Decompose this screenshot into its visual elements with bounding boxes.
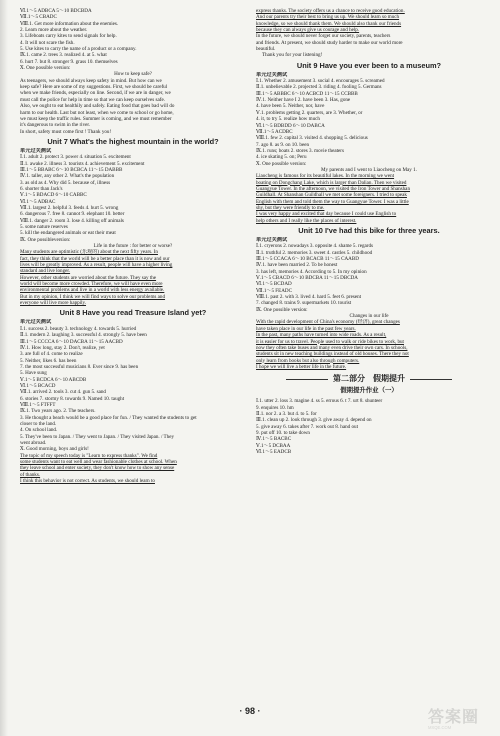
answer-line: of thanks.: [20, 471, 41, 478]
answer-line: In the future, we should never forget our society, parents, teachers: [256, 33, 391, 40]
answer-line: 7. ago 8. as 9. on 10. been: [256, 141, 310, 148]
unit-heading: Unit 10 I've had this bike for three years.: [298, 226, 440, 235]
answer-line: Ⅸ.1. Two years ago. 2. The teachers.: [20, 408, 96, 415]
answer-line: 5. kill the endangered animals or eat their meat: [20, 230, 116, 237]
answer-line: Ⅶ.1. arrived 2. tools 3. cut 4. gun 5. sand: [20, 389, 106, 396]
answer-line: 4. ice skating 5. on; Peru: [256, 154, 307, 161]
answer-line: it is easier for us to travel. People used to walk or ride bikes to work, but: [256, 338, 404, 345]
answer-line: I think this behavior is not correct. As students, we should learn to: [20, 478, 155, 485]
answer-line: 3. has left, memories 4. According to 5. In my opinion: [256, 268, 367, 275]
answer-line: How to keep safe?: [114, 71, 152, 78]
answer-line: Ⅱ.1. unbelievable 2. projected 3. riding 4. fooling 5. Germans: [256, 84, 382, 91]
answer-line: students sit in new teaching buildings instead of old houses. There they not: [256, 351, 409, 358]
binding-shadow: [0, 0, 8, 736]
answer-line: Ⅷ.1. danger 2. room 3. lose 4. killing off animals: [20, 217, 124, 224]
homework-line: 9. enquires 10. hm: [256, 404, 294, 411]
answer-line: Ⅷ.1. Get more information about the enemies.: [20, 20, 119, 27]
answer-line: 3. He thought a beach would be a good place for fun. / They wanted the students to get: [20, 414, 197, 421]
answer-line: Ⅱ.1. truthful 2. memories 3. sweet 4. castles 5. childhood: [256, 249, 373, 256]
answer-line: we must keep the traffic rules. Summer is coming, and we must remember: [20, 115, 172, 122]
answer-line: Ⅳ.1. How long, stay 2. Don't, realize, yet: [20, 344, 105, 351]
answer-line: it's dangerous to swim in the river.: [20, 122, 91, 129]
answer-line: In the past, many paths have turned into wide roads. As a result,: [256, 332, 387, 339]
section-heading: 单元过关测试: [20, 147, 52, 154]
answer-line: 3. Lifeboats carry kites to send signals for help.: [20, 33, 117, 40]
homework-line: 5. give away 6. takes after 7. work out 8. hand out: [256, 423, 358, 430]
part-title: [256, 374, 482, 384]
answer-line: Ⅰ.1. cryerons 2. nowadays 3. opposite 4. shame 5. regards: [256, 243, 374, 250]
section-heading: 单元过关测试: [256, 71, 288, 78]
section-heading: 单元过关测试: [256, 237, 288, 243]
answer-line: Ⅹ. One possible version:: [256, 160, 307, 167]
watermark-main-text: 答案圈: [428, 709, 480, 726]
answer-line: 3. as old as 4. Why did 5. because of, illness: [20, 179, 111, 186]
homework-line: Ⅳ.1～5 BACBC: [256, 436, 292, 443]
answer-line: In short, safety must come first ! Thank you!: [20, 128, 112, 135]
answer-line: Ⅱ.1. modern 2. laughing 3. successful 4. strongly 5. have been: [20, 332, 147, 339]
answer-line: I hope we will live a better life in the future.: [256, 363, 347, 370]
answer-line: The topic of my speech today is "Learn to express thanks". We find: [20, 452, 158, 459]
answer-line: beautiful.: [256, 46, 276, 53]
answer-line: Ⅸ. One possible version:: [256, 306, 308, 313]
answer-line: Ⅷ.1. past 2. with 3. lived 4. hard 5. feet 6. present: [256, 294, 362, 301]
right-column: [256, 8, 482, 698]
answer-line: 4. On school land.: [20, 427, 58, 434]
answer-line: Ⅸ.1. runs; boats 2. stores 3. movie theaters: [256, 147, 344, 154]
answer-line: However, other students are worried about the future. They say the: [20, 274, 157, 281]
answer-line: As teenagers, we should always keep safety in mind. But how can we: [20, 77, 162, 84]
answer-line: 7. the most successful musicians 8. Ever since 9. has been: [20, 363, 139, 370]
answer-line: 5. Have sung: [20, 370, 47, 377]
answer-line: 4. It will not scare the fish.: [20, 39, 75, 46]
homework-line: Ⅲ.1. clean up 2. look through 3. give away 4. depend on: [256, 417, 372, 424]
answer-line: help others and I really like the places of interest.: [256, 217, 357, 224]
unit-heading: Unit 7 What's the highest mountain in the world?: [47, 136, 219, 146]
answer-line: Ⅰ.1. adult 2. protect 3. power 4. situation 5. excitement: [20, 154, 131, 161]
answer-line: Ⅵ.1～5 ADBAC: [20, 198, 56, 205]
answer-line: Ⅴ.1. problems getting 2. quarters, are 3. Whether, or: [256, 109, 363, 116]
answer-line: 6. dangerous 7. free 8. cannot 9. elephant 10. better: [20, 211, 125, 218]
answer-line: knowledge, so we should thank them. We should also thank our friends: [256, 20, 402, 27]
answer-line: because they can always give us courage and help.: [256, 27, 360, 34]
answer-line: fact, they think that the world will be a better place than it is now and our: [20, 255, 170, 262]
answer-line: Ⅵ.1～5 BCACD: [20, 382, 56, 389]
answer-line: keep safe? Here are some of my suggestions. First, we should be careful: [20, 84, 168, 91]
answer-line: Ⅹ. Good morning, boys and girls!: [20, 446, 89, 453]
answer-line: they leave school and enter society, they don't know how to show any sense: [20, 465, 175, 472]
answer-line: 6. stories 7. stormy 8. towards 9. Named 10. taught: [20, 395, 125, 402]
homework-line: Ⅴ.1～5 DCBAA: [256, 442, 291, 449]
answer-line: Ⅳ.1. have been married 2. To be honest: [256, 262, 338, 269]
answer-line: 6. shorter than Jack's: [20, 185, 63, 192]
answer-line: I was very happy and excited that day because I could use English to: [256, 211, 397, 218]
homework-line: Ⅵ.1～5 EADCB: [256, 448, 292, 455]
answer-line: 5. Use kites to carry the name of a product or a company.: [20, 46, 137, 53]
answer-line: Ⅹ. One possible version:: [20, 65, 71, 72]
answer-line: Also, we ought to eat healthily and safely. Eating food that goes bad will do: [20, 103, 175, 110]
answer-line: 7. changed 8. trains 9. supermarkets 10. tourist: [256, 300, 352, 307]
answer-line: express thanks. The society offers us a chance to receive good education.: [256, 8, 405, 14]
answer-line: world will become more crowded. Therefore, we will have even more: [20, 281, 163, 288]
watermark-logo: [428, 704, 494, 732]
answer-line: standard and live longer.: [20, 268, 71, 275]
answer-line: 5. They've been to Japan. / They went to Japan. / They visited Japan. / They: [20, 433, 175, 440]
answer-line: 5. Neither, likes 6. has been: [20, 357, 77, 364]
answer-line: 3. are full of 4. come to realize: [20, 351, 83, 358]
homework-answers: [256, 398, 482, 455]
answer-line: lives will be greatly improved. As a result, people will have a higher living: [20, 262, 173, 269]
answer-line: Life in the future : for better or worse?: [93, 243, 173, 250]
answer-line: Ⅲ.1～5 CCCCA 6～10 DACBA 11～15 AACBD: [20, 338, 123, 345]
answer-line: shy, but they were friendly to me.: [256, 204, 325, 211]
answer-line: 5. some nature reserves: [20, 224, 68, 230]
answer-line: Ⅵ.1～5 BCDAD: [256, 281, 292, 288]
answer-line: My parents and I went to Liaocheng on May 1.: [321, 166, 417, 173]
answer-line: Ⅱ.1. awake 2. illness 3. tourists 4. achievement 5. excitement: [20, 160, 145, 167]
answer-line: Ⅲ.1～5 ABBBC 6～10 ACBCD 11～15 CCBBB: [256, 90, 358, 97]
answer-line: Ⅷ.1～5 FTFFT: [20, 401, 56, 408]
answer-line: Ⅶ.1～5 CBADC: [20, 14, 57, 21]
answer-line: Ⅰ.1. success 2. beauty 3. technology 4. towards 5. hurried: [20, 325, 137, 332]
answer-line: 6. hurt 7. but 8. stronger 9. grass 10. themselves: [20, 58, 118, 65]
answer-line: Thank you for your listening!: [262, 52, 323, 59]
answer-line: Ⅶ.1～5 ACDBC: [256, 128, 293, 135]
answer-line: Ⅸ. One possibleversion:: [20, 236, 71, 243]
answer-line: everyone will live more happily.: [20, 300, 87, 307]
answer-line: Ⅳ.1. Neither have I 2. have been 3. Has, gone: [256, 97, 351, 104]
answer-line: 4. have been 5. Neither, nor, have: [256, 103, 325, 110]
answer-line: Ⅴ.1～5 BCDCA 6～10 ABCDB: [20, 376, 87, 383]
answer-line: Ⅶ.1～5 FEADC: [256, 287, 293, 294]
answer-line: Ⅵ.1～5 ADBCA 5～10 BDCBDA: [20, 8, 92, 14]
answer-line: Ⅰ.1. Whether 2. amusement 3. social 4. encourages 5. screamed: [256, 78, 385, 85]
answer-line: Ⅶ.1. largest 2. helpful 3. feeds 4. hurt 5. wrong: [20, 204, 119, 211]
section-heading: 单元过关测试: [20, 319, 52, 326]
homework-title: 假期提升作业（一）: [340, 387, 398, 395]
answer-line: have taken place in our life in the past few years.: [256, 325, 356, 332]
answer-line: Ⅷ.1. few 2. capital 3. visited 4. shopping 5. delicious: [256, 135, 368, 142]
watermark-sub-text: MXQE.COM: [428, 725, 452, 730]
answer-line: English with them and told them the way to Guangyue Tower. I was a little: [256, 198, 409, 205]
page-number: · 98 ·: [239, 706, 261, 716]
answer-line: Ⅵ.1～5 BDBDD 6～10 DABCA: [256, 122, 325, 129]
answer-line: Guangyue Tower. In the afternoon, we visited the Iron Tower and Shanshan: [256, 185, 410, 192]
answer-line: Ⅴ.1～5 BDACD 6～10 CABBC: [20, 192, 87, 199]
right-column-answers: [256, 8, 482, 370]
answer-line: Ⅲ.1～5 CCACA 6～10 BCACB 11～15 CAABD: [256, 256, 359, 263]
answer-line: 4. it, to try 5. realize how much: [256, 116, 320, 123]
answer-line: must call the police for help in time so that we can keep ourselves safe.: [20, 96, 165, 103]
answer-line: now they often take buses and many even drive their own cars. In schools,: [256, 344, 408, 351]
answer-line: 2. Learn more about the weather.: [20, 27, 88, 34]
answer-line: With the rapid development of China's economy (经济), great changes: [256, 319, 400, 326]
homework-line: 9. put off 10. to take down: [256, 429, 310, 436]
homework-line: Ⅰ.1. utter 2. loss 3. magine 4. ss 5. errous 6. t 7. urt 8. shunteer: [256, 398, 383, 405]
answer-line: boating on Dongchang Lake, which is larger than Dalian. Then we visited: [256, 179, 407, 186]
answer-line: Ⅸ.1. came 2. trees 3. realized 4. at 5. what: [20, 52, 107, 59]
unit-heading: Unit 9 Have you ever been to a museum?: [296, 60, 442, 70]
answer-line: environmental problems and live in a world with less energy available.: [20, 287, 165, 294]
answer-line: Many students are optimistic (乐观的) about the next fifty years. In: [20, 249, 158, 256]
left-column: [20, 8, 246, 698]
answer-line: And our parents try their best to bring us up. We should learn so much: [256, 14, 400, 21]
answer-line: Liaocheng is famous for its beautiful lakes. In the morning we went: [256, 173, 395, 180]
answer-line: Ⅲ.1～5 BBABC 6～10 BCBCA 11～15 DABBB: [20, 166, 123, 173]
answer-line: when we make friends, especially on line. Second, if we are in danger, we: [20, 90, 171, 97]
answer-line: and friends. At present, we should study harder to make our world more: [256, 39, 403, 46]
answer-line: some students want to eat well and wear fashionable clothes at school. When: [20, 459, 177, 466]
answer-line: Ⅴ.1～5 CBACD 6～10 BDCBA 11～15 DBCDA: [256, 275, 358, 282]
answer-line: went abroad.: [20, 440, 47, 446]
part-title-text: 第二部分 假期提升: [333, 374, 405, 384]
answer-line: Changes in our life: [349, 313, 389, 320]
answer-line: only learn from books but also through computers.: [256, 357, 360, 364]
answer-line: Ⅳ.1. taller, any other 2. What's the population: [20, 173, 115, 180]
answer-line: But in my opinion, I think we will find ways to solve our problems and: [20, 293, 166, 300]
answer-line: Guildhall. At Shanshan Guildhall we met some foreigners. I tried to speak: [256, 192, 407, 199]
unit-heading: Unit 8 Have you read Treasure Island yet?: [59, 308, 207, 318]
answer-line: closer to the land.: [20, 420, 57, 427]
answer-line: harm to our health. Last but not least, when we come to school or go home,: [20, 109, 174, 116]
homework-line: Ⅱ.1. nor 2. a 3. but 4. to 5. for: [256, 410, 317, 417]
